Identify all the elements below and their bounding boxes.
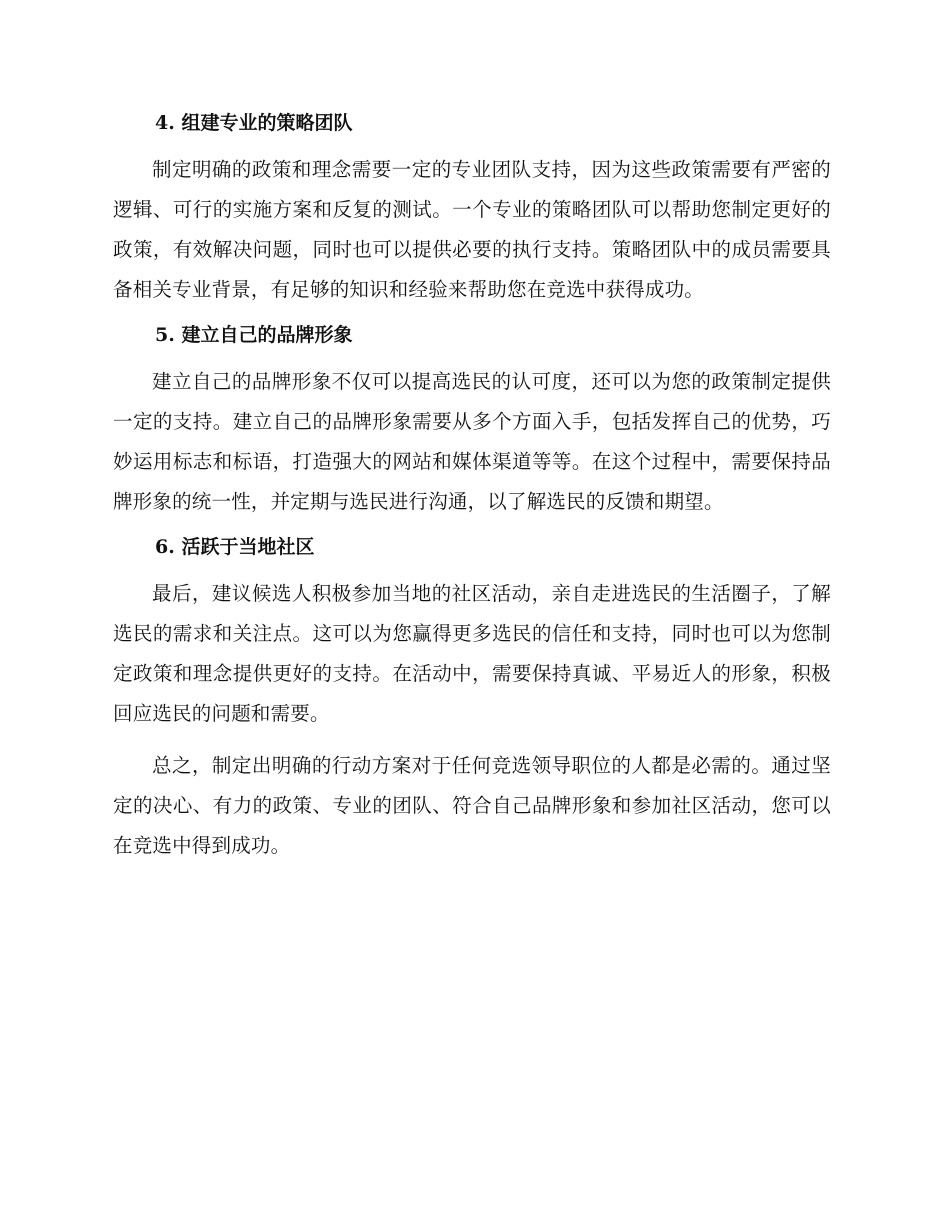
section-4-heading: 4. 组建专业的策略团队	[155, 112, 353, 134]
section-5-heading: 5. 建立自己的品牌形象	[155, 324, 353, 346]
section-5-paragraph: 建立自己的品牌形象不仅可以提高选民的认可度，还可以为您的政策制定提供一定的支持。建立自己的品牌形象需要从多个方面入手，包括发挥自己的优势，巧妙运用标志和标语，打造强大的网站和媒体渠道等等。在这个过程中，需要保持品牌形象的统一性，并定期与选民进行沟通，以了解选民的反馈和期望。	[113, 370, 831, 513]
section-4-paragraph: 制定明确的政策和理念需要一定的专业团队支持，因为这些政策需要有严密的逻辑、可行的实施方案和反复的测试。一个专业的策略团队可以帮助您制定更好的政策，有效解决问题，同时也可以提供必要的执行支持。策略团队中的成员需要具备相关专业背景，有足够的知识和经验来帮助您在竞选中获得成功。	[113, 158, 831, 301]
section-6-paragraph: 最后，建议候选人积极参加当地的社区活动，亲自走进选民的生活圈子，了解选民的需求和关注点。这可以为您赢得更多选民的信任和支持，同时也可以为您制定政策和理念提供更好的支持。在活动中，需要保持真诚、平易近人的形象，积极回应选民的问题和需要。	[113, 582, 831, 725]
document-page	[113, 108, 831, 876]
conclusion-paragraph: 总之，制定出明确的行动方案对于任何竞选领导职位的人都是必需的。通过坚定的决心、有力的政策、专业的团队、符合自己品牌形象和参加社区活动，您可以在竞选中得到成功。	[113, 754, 831, 857]
section-6-heading: 6. 活跃于当地社区	[155, 536, 315, 558]
